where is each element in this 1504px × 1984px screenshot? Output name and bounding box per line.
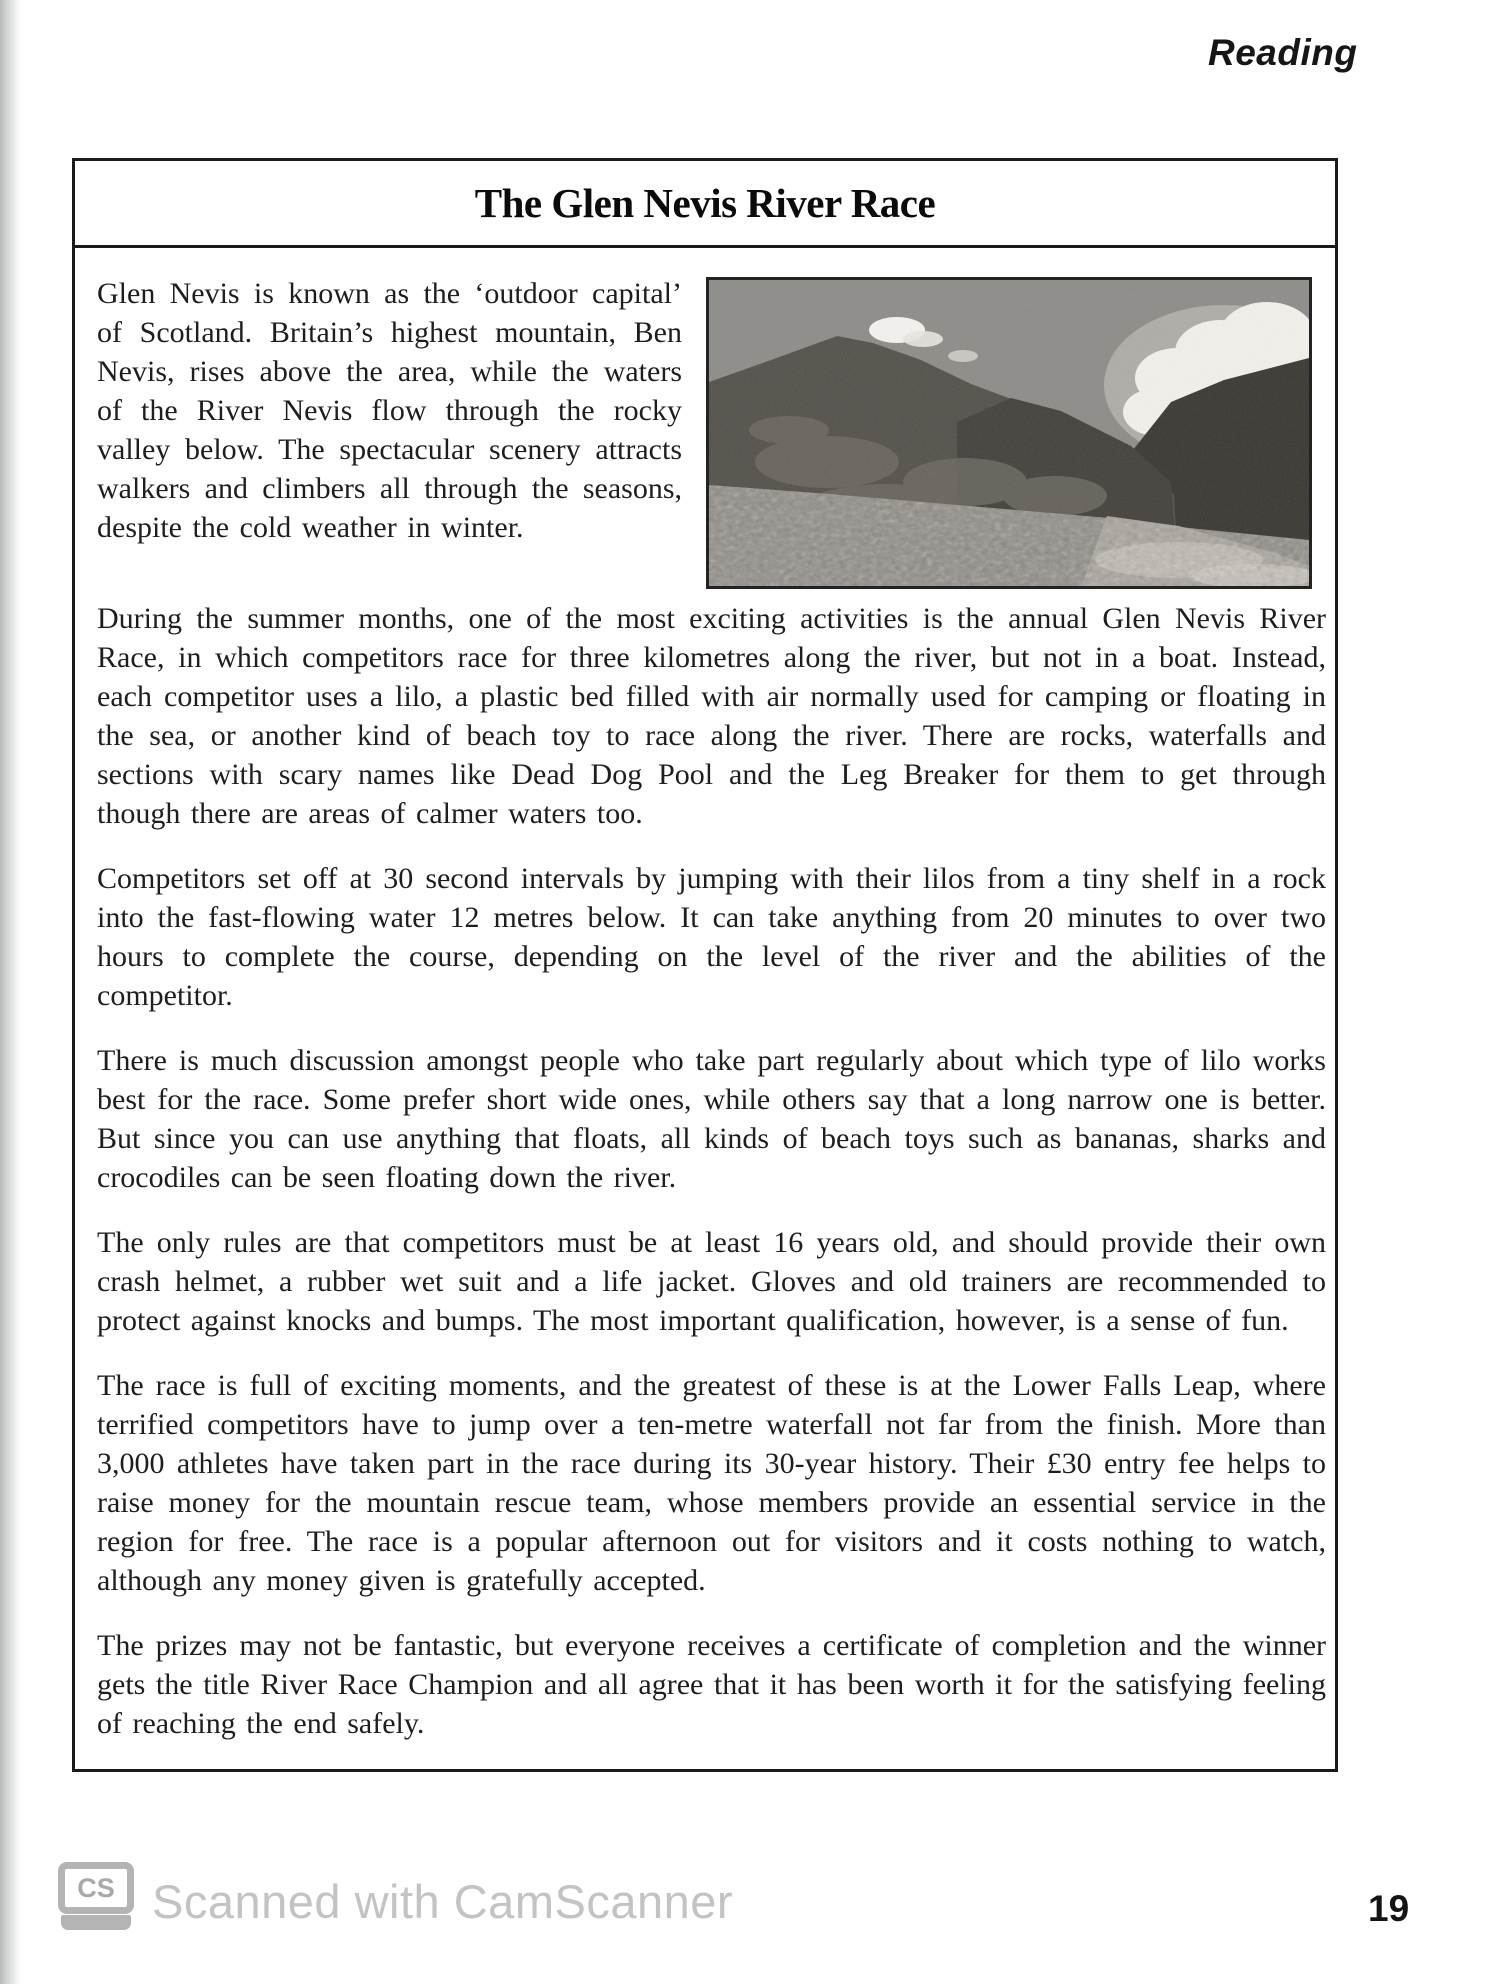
reading-passage-box — [72, 158, 1338, 1772]
passage-title: The Glen Nevis River Race — [75, 161, 1335, 248]
camscanner-logo — [58, 1862, 134, 1930]
camscanner-logo-icon: CS — [58, 1862, 134, 1914]
paragraph-1-text: Glen Nevis is known as the ‘outdoor capital’ of Scotland. Britain’s highest mountain, Ben Nevis, rises above the area, while the waters of the River Nevis flow through the rocky valley below. The spectacular scenery attracts walkers and climbers all through the seasons, despite the cold weather in winter. — [97, 277, 682, 544]
paragraph-6: The race is full of exciting moments, and the greatest of these is at the Lower Falls Leap, where terrified competitors have to jump over a ten-metre waterfall not far from the finish. More than 3,000 athletes have taken part in the race during its 30-year history. Their £30 entry fee helps to raise money for the mountain rescue team, whose members provide an essential service in the region for free. The race is a popular afternoon out for visitors and it costs nothing to watch, although any money given is gratefully accepted. — [97, 1369, 1326, 1597]
camscanner-watermark: Scanned with CamScanner — [152, 1875, 734, 1928]
paragraph-4: There is much discussion amongst people who take part regularly about which type of lilo works best for the race. Some prefer short wide ones, while others say that a long narrow one is better. But since you can use anything that floats, all kinds of beach toys such as bananas, sharks and crocodiles can be seen floating down the river. — [97, 1044, 1326, 1194]
passage-body — [75, 248, 1335, 1769]
paragraph-3: Competitors set off at 30 second intervals by jumping with their lilos from a tiny shelf in a rock into the fast-flowing water 12 metres below. It can take anything from 20 minutes to over two hours to complete the course, depending on the level of the river and the abilities of the competitor. — [97, 862, 1326, 1012]
paragraph-1 — [97, 274, 1326, 547]
paragraph-2: During the summer months, one of the most exciting activities is the annual Glen Nevis River Race, in which competitors race for three kilometres along the river, but not in a boat. Instead, each competitor uses a lilo, a plastic bed filled with air normally used for camping or floating in the sea, or another kind of beach toy to race along the river. There are rocks, waterfalls and sections with scary names like Dead Dog Pool and the Leg Breaker for them to get through though there are areas of calmer waters too. — [97, 602, 1326, 830]
camscanner-logo-bar — [61, 1915, 131, 1930]
section-header: Reading — [1208, 32, 1358, 73]
paragraph-5: The only rules are that competitors must be at least 16 years old, and should provide their own crash helmet, a rubber wet suit and a life jacket. Gloves and old trainers are recommended to protect against knocks and bumps. The most important qualification, however, is a sense of fun. — [97, 1226, 1326, 1337]
glen-nevis-photo — [706, 277, 1312, 589]
paragraph-7: The prizes may not be fantastic, but everyone receives a certificate of completion and the winner gets the title River Race Champion and all agree that it has been worth it for the satisfying feeling of reaching the end safely. — [97, 1629, 1326, 1740]
scan-edge-shadow — [0, 0, 22, 1984]
glen-nevis-photo-drawing — [709, 280, 1309, 586]
page-number: 19 — [1368, 1888, 1410, 1929]
